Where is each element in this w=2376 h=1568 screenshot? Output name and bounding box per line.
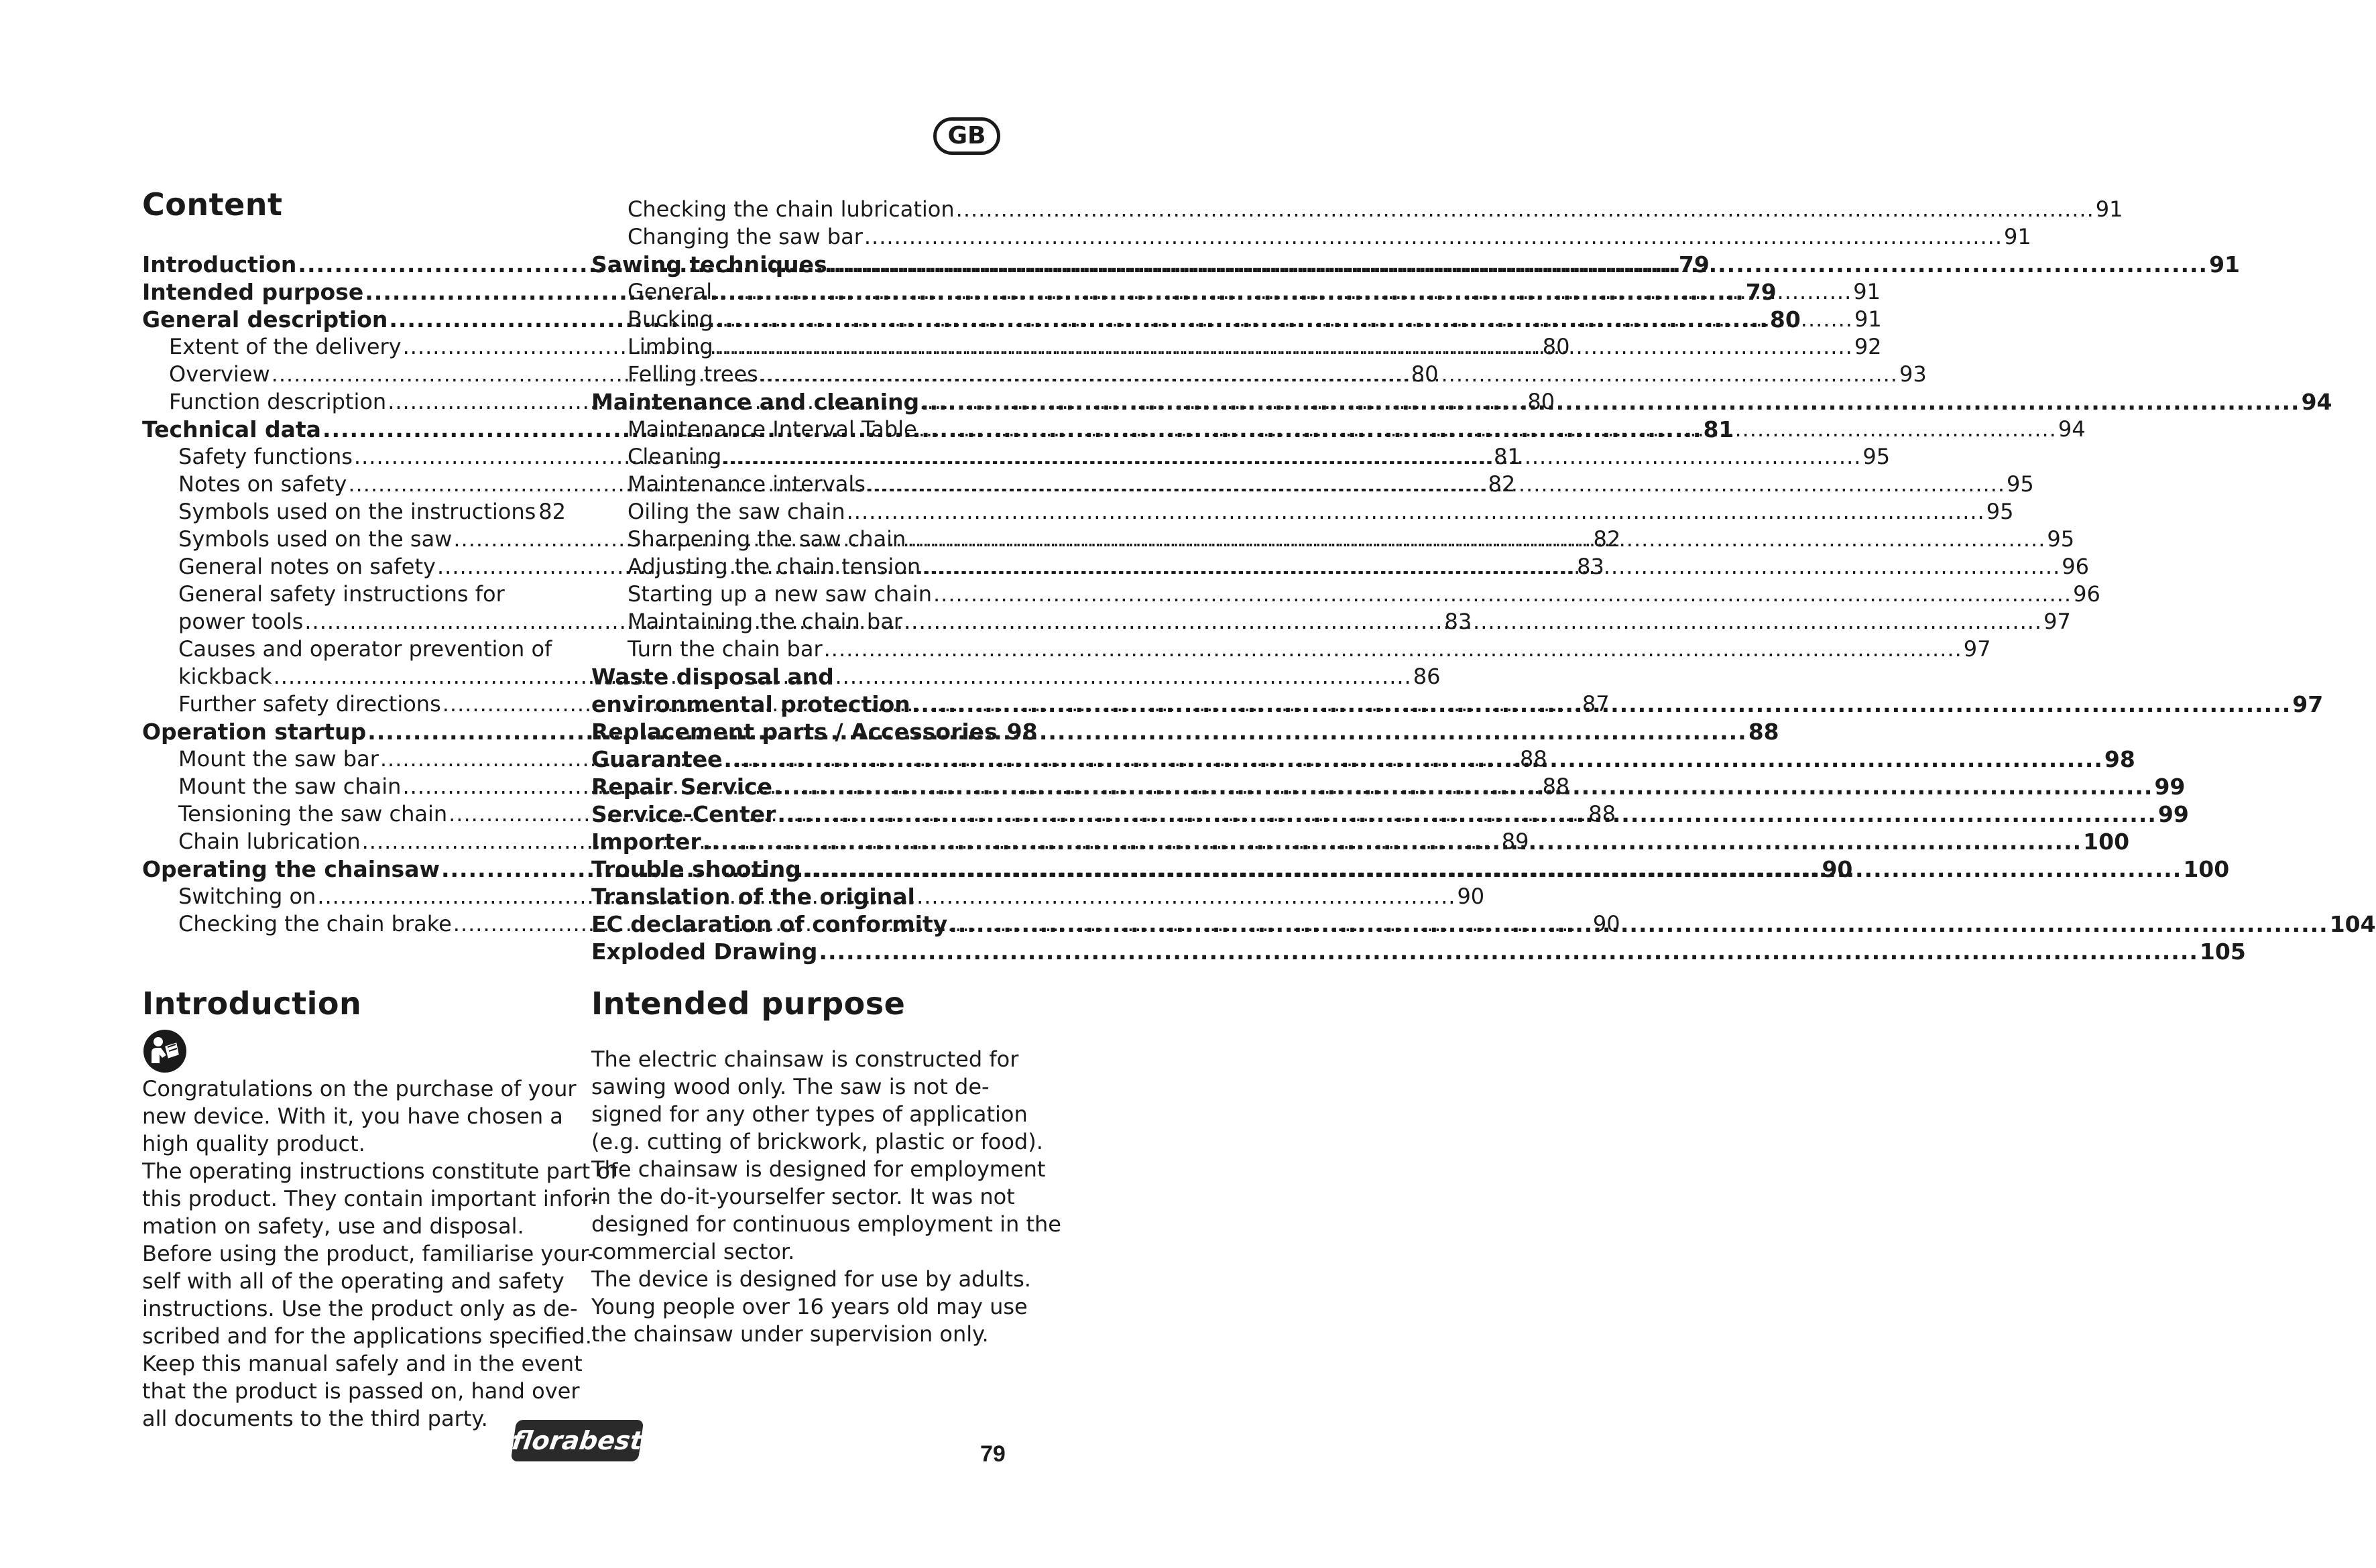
toc-entry <box>591 581 2100 608</box>
toc-entry-title: Operating the chainsaw <box>142 856 440 882</box>
toc-page-number: 88 <box>1588 801 1616 827</box>
toc-page-number: 92 <box>1854 334 1882 359</box>
text-line: designed for continuous employment in the <box>591 1211 1061 1237</box>
toc-page-number: 98 <box>2104 746 2135 772</box>
toc-entry <box>591 223 2031 251</box>
toc-leader-dots <box>956 196 2094 223</box>
toc-entry-title: Sharpening the saw chain <box>628 526 906 552</box>
intended-purpose-heading: Intended purpose <box>591 985 906 1022</box>
toc-entry-title: EC declaration of conformity <box>591 911 948 937</box>
toc-entry <box>591 883 1022 910</box>
toc-page-number: 91 <box>1854 306 1882 332</box>
toc-entry-title: Maintenance Interval Table <box>628 416 917 442</box>
toc-page-number: 99 <box>2157 801 2189 827</box>
toc-entry <box>142 498 565 526</box>
introduction-heading: Introduction <box>142 985 362 1022</box>
toc-page-number: 96 <box>2073 581 2100 607</box>
intended-purpose-text <box>591 1046 1061 1348</box>
toc-page-number: 79 <box>1745 279 1777 305</box>
text-line: new device. With it, you have chosen a <box>142 1103 563 1129</box>
toc-page-number: 95 <box>2047 526 2075 552</box>
text-line: that the product is passed on, hand over <box>142 1378 580 1404</box>
toc-leader-dots <box>912 690 2292 718</box>
toc-page-number: 93 <box>1899 361 1927 387</box>
toc-page-number: 88 <box>1542 774 1570 799</box>
toc-page-number: 88 <box>1748 719 1779 745</box>
toc-entry-title: Changing the saw bar <box>628 224 863 249</box>
toc-page-number: 80 <box>1769 306 1801 333</box>
language-badge: GB <box>933 117 1000 155</box>
toc-page-number: 97 <box>2043 609 2071 634</box>
toc-leader-dots <box>907 526 2045 553</box>
text-line: The device is designed for use by adults. <box>591 1266 1031 1292</box>
text-line: high quality product. <box>142 1131 365 1156</box>
toc-entry-title: General notes on safety <box>178 554 436 579</box>
toc-entry-title: Overview <box>169 361 270 387</box>
text-line: sawing wood only. The saw is not de- <box>591 1074 990 1099</box>
toc-leader-dots <box>847 498 1985 526</box>
toc-entry-title: Checking the chain lubrication <box>628 196 955 222</box>
toc-page-number: 95 <box>2007 471 2034 497</box>
text-line: mation on safety, use and disposal. <box>142 1213 524 1239</box>
toc-entry-title: Repair Service <box>591 774 772 800</box>
toc-entry-title: Operation startup <box>142 719 367 745</box>
toc-entry-title: Felling trees <box>628 361 758 387</box>
toc-entry-title: Mount the saw bar <box>178 746 379 772</box>
toc-entry-title: Starting up a new saw chain <box>628 581 932 607</box>
toc-page-number: 96 <box>2062 554 2089 579</box>
toc-page-number: 90 <box>1457 884 1485 909</box>
toc-page-number: 79 <box>1678 251 1710 278</box>
toc-page-number: 82 <box>1488 471 1516 497</box>
toc-leader-dots <box>920 388 2300 416</box>
toc-page-number: 97 <box>2292 691 2324 717</box>
toc-page-number: 91 <box>1853 279 1881 304</box>
toc-leader-dots <box>723 745 2103 773</box>
toc-page-number: 95 <box>1986 499 2014 524</box>
toc-entry-title: Maintenance and cleaning <box>591 389 920 415</box>
toc-entry-title: power tools <box>178 609 304 634</box>
toc-entry-title: Cleaning <box>628 444 722 469</box>
toc-entry-title: Maintaining the chain bar <box>628 609 902 634</box>
toc-entry-title: General <box>628 279 713 304</box>
text-line: all documents to the third party. <box>142 1406 488 1431</box>
toc-entry-title: Replacement parts / Accessories <box>591 719 998 745</box>
toc-entry-title: Bucking <box>628 306 713 332</box>
toc-page-number: 91 <box>2095 196 2123 222</box>
toc-entry <box>591 636 1991 663</box>
toc-entry <box>591 938 2246 965</box>
toc-entry-title: Service-Center <box>591 801 776 827</box>
toc-leader-dots <box>922 553 2060 581</box>
text-line: the chainsaw under supervision only. <box>591 1321 989 1347</box>
toc-entry <box>142 581 565 608</box>
toc-entry-title: Importer <box>591 829 701 855</box>
toc-leader-dots <box>819 938 2198 965</box>
toc-page-number: 80 <box>1411 361 1439 387</box>
text-line: in the do-it-yourselfer sector. It was not <box>591 1184 1015 1209</box>
toc-leader-dots <box>918 416 2057 443</box>
toc-leader-dots <box>824 636 1962 663</box>
toc-entry-title: Maintenance intervals <box>628 471 866 497</box>
toc-leader-dots <box>777 800 2157 828</box>
text-line: commercial sector. <box>591 1239 795 1264</box>
toc-page-number: 99 <box>2154 774 2186 800</box>
toc-page-number: 80 <box>1542 334 1570 359</box>
toc-page-number: 86 <box>1413 664 1441 689</box>
toc-leader-dots <box>760 361 1898 388</box>
toc-page-number: 83 <box>1577 554 1604 579</box>
toc-page-number: 83 <box>1444 609 1472 634</box>
toc-page-number: 104 <box>2329 911 2376 937</box>
text-line: Keep this manual safely and in the event <box>142 1351 583 1376</box>
text-line: Before using the product, familiarise your- <box>142 1241 595 1266</box>
toc-page-number: 98 <box>1006 719 1038 745</box>
toc-entry-title: Causes and operator prevention of <box>178 636 552 662</box>
toc-entry-title: Function description <box>169 389 387 414</box>
toc-entry <box>591 718 1038 745</box>
toc-page-number: 90 <box>1592 911 1620 937</box>
toc-leader-dots <box>703 828 2082 855</box>
toc-entry-title: Symbols used on the instructions <box>178 499 536 524</box>
content-heading: Content <box>142 186 283 223</box>
text-line: self with all of the operating and safety <box>142 1268 565 1294</box>
toc-entry-title: Sawing techniques <box>591 251 827 278</box>
text-line: (e.g. cutting of brickwork, plastic or food). <box>591 1129 1043 1154</box>
text-line: The operating instructions constitute part of <box>142 1158 618 1184</box>
toc-page-number: 82 <box>1593 526 1621 552</box>
text-line: signed for any other types of application <box>591 1101 1028 1127</box>
toc-entry-title: Symbols used on the saw <box>178 526 453 552</box>
toc-leader-dots <box>774 773 2153 800</box>
toc-page-number: 88 <box>1519 746 1547 772</box>
toc-entry-title: Limbing <box>628 334 713 359</box>
toc-entry <box>591 663 1022 690</box>
toc-leader-dots <box>949 910 2328 938</box>
toc-entry-title: General description <box>142 306 388 333</box>
toc-entry-title: environmental protection <box>591 691 910 717</box>
text-line: Young people over 16 years old may use <box>591 1294 1028 1319</box>
toc-page-number: 97 <box>1963 636 1991 662</box>
text-line: Congratulations on the purchase of your <box>142 1076 577 1101</box>
toc-entry-title: Oiling the saw chain <box>628 499 845 524</box>
toc-entry <box>591 196 2123 223</box>
toc-page-number: 81 <box>1494 444 1521 469</box>
toc-page-number: 81 <box>1703 416 1734 442</box>
toc-leader-dots <box>933 581 2072 608</box>
toc-entry-title: Introduction <box>142 251 297 278</box>
text-line: The chainsaw is designed for employment <box>591 1156 1046 1182</box>
toc-entry-title: Chain lubrication <box>178 829 361 854</box>
toc-entry <box>142 636 565 663</box>
toc-entry <box>591 498 2014 526</box>
read-manual-icon <box>142 1028 188 1074</box>
toc-page-number: 91 <box>2209 251 2241 278</box>
toc-leader-dots <box>864 223 2003 251</box>
toc-page-number: 80 <box>1527 389 1555 414</box>
toc-leader-dots <box>715 306 1853 333</box>
toc-entry-title: Technical data <box>142 416 321 442</box>
toc-entry-title: Checking the chain brake <box>178 911 452 937</box>
toc-entry-title: Turn the chain bar <box>628 636 823 662</box>
toc-page-number: 100 <box>2083 829 2130 855</box>
toc-page-number: 90 <box>1822 856 1853 882</box>
toc-leader-dots <box>867 471 2005 498</box>
toc-page-number: 94 <box>2301 389 2332 415</box>
toc-page-number: 95 <box>1862 444 1891 469</box>
toc-entry-title: Trouble shooting <box>591 856 801 882</box>
toc-entry-title: Guarantee <box>591 746 723 772</box>
toc-entry-title: Switching on <box>178 884 316 909</box>
toc-entry-title: Intended purpose <box>142 279 364 305</box>
toc-leader-dots <box>723 443 1861 471</box>
toc-entry-title: kickback <box>178 664 272 689</box>
toc-leader-dots <box>803 855 2182 883</box>
toc-entry-title: Adjusting the chain tension <box>628 554 921 579</box>
introduction-text <box>142 1075 618 1433</box>
toc-entry-title: Further safety directions <box>178 691 441 717</box>
toc-page-number: 82 <box>538 499 566 524</box>
text-line: scribed and for the applications specified. <box>142 1323 592 1349</box>
toc-entry-title: Translation of the original <box>591 884 915 910</box>
toc-page-number: 94 <box>2058 416 2086 442</box>
toc-leader-dots <box>904 608 2042 636</box>
toc-page-number: 87 <box>1582 691 1610 717</box>
page-number: 79 <box>980 1441 1006 1467</box>
text-line: instructions. Use the product only as de- <box>142 1296 578 1321</box>
florabest-logo: florabest <box>511 1420 644 1461</box>
toc-entry-title: Safety functions <box>178 444 353 469</box>
toc-page-number: 89 <box>1501 829 1529 854</box>
toc-entry-title: Mount the saw chain <box>178 774 402 799</box>
toc-entry-title: Notes on safety <box>178 471 347 497</box>
toc-leader-dots <box>829 251 2208 278</box>
text-line: this product. They contain important infor- <box>142 1186 599 1211</box>
toc-entry-title: Waste disposal and <box>591 664 834 690</box>
toc-leader-dots <box>367 718 1747 745</box>
toc-leader-dots <box>713 278 1852 306</box>
text-line: The electric chainsaw is constructed for <box>591 1046 1019 1072</box>
toc-entry-title: General safety instructions for <box>178 581 505 607</box>
toc-page-number: 91 <box>2004 224 2031 249</box>
toc-page-number: 105 <box>2199 939 2246 965</box>
toc-entry-title: Tensioning the saw chain <box>178 801 448 827</box>
toc-leader-dots <box>715 333 1853 361</box>
toc-entry-title: Extent of the delivery <box>169 334 402 359</box>
toc-entry-title: Exploded Drawing <box>591 939 818 965</box>
toc-page-number: 100 <box>2183 856 2230 882</box>
